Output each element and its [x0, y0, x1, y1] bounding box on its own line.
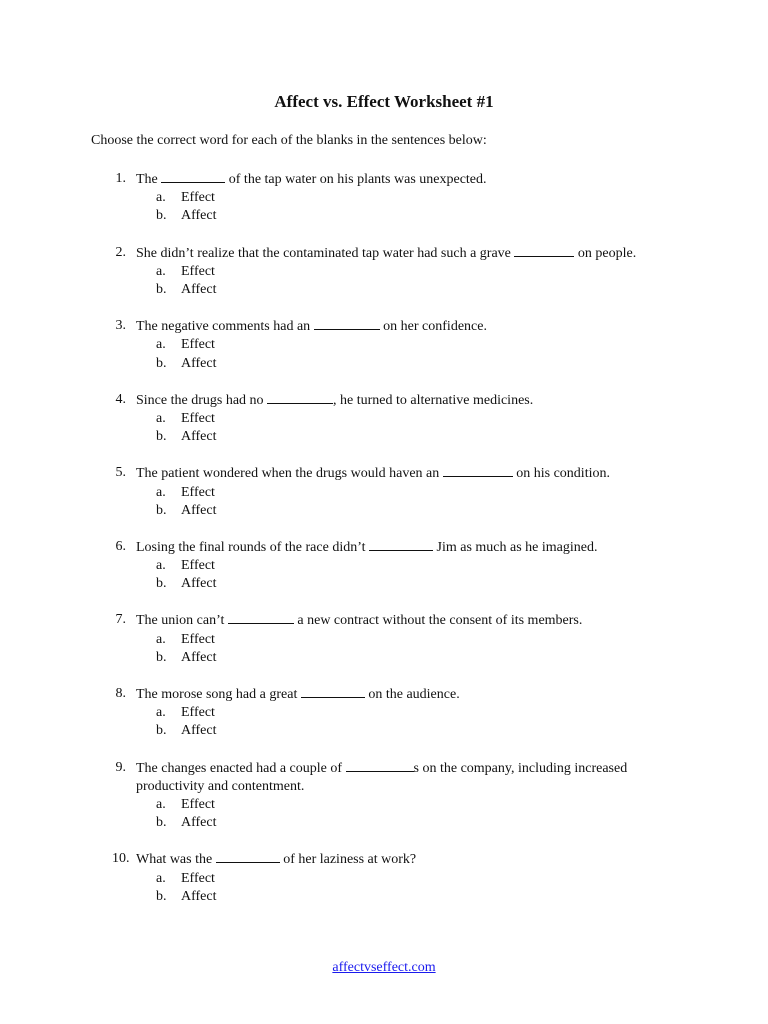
- answer-blank: [443, 464, 513, 477]
- option-list: [0, 263, 768, 299]
- question-item: [0, 759, 768, 833]
- option-word: Effect: [181, 263, 215, 279]
- option-word: Effect: [181, 558, 215, 574]
- option-item: [0, 189, 768, 207]
- option-letter: a.: [156, 797, 166, 813]
- option-item: [0, 428, 768, 446]
- option-list: [0, 484, 768, 520]
- option-word: Effect: [181, 705, 215, 721]
- option-letter: b.: [156, 208, 167, 224]
- option-letter: a.: [156, 484, 166, 500]
- question-text-before: Losing the final rounds of the race didn’t: [136, 539, 370, 555]
- option-letter: b.: [156, 888, 167, 904]
- option-item: [0, 410, 768, 428]
- option-letter: a.: [156, 705, 166, 721]
- question-text-after: a new contract without the consent of its members.: [293, 613, 583, 629]
- question-text: [136, 685, 666, 704]
- question-item: [0, 850, 768, 906]
- option-word: Effect: [181, 870, 215, 886]
- question-text-after: on the audience.: [364, 687, 460, 703]
- question-text-after: on her confidence.: [379, 319, 487, 335]
- option-word: Affect: [181, 502, 217, 518]
- option-item: [0, 355, 768, 373]
- question-item: [0, 538, 768, 594]
- option-item: [0, 336, 768, 354]
- option-item: [0, 575, 768, 593]
- question-text: [136, 611, 666, 630]
- answer-blank: [301, 685, 365, 698]
- question-item: [0, 464, 768, 520]
- question-item: [0, 244, 768, 300]
- instructions: Choose the correct word for each of the blanks in the sentences below:: [91, 133, 487, 148]
- option-item: [0, 704, 768, 722]
- question-number: 6.: [115, 538, 126, 554]
- answer-blank: [514, 244, 574, 257]
- question-text: [136, 464, 666, 483]
- option-list: [0, 870, 768, 906]
- option-word: Effect: [181, 190, 215, 206]
- option-letter: b.: [156, 815, 167, 831]
- option-word: Affect: [181, 576, 217, 592]
- question-text-before: The patient wondered when the drugs would haven an: [136, 466, 443, 482]
- question-item: [0, 391, 768, 447]
- question-item: [0, 685, 768, 741]
- option-word: Affect: [181, 429, 217, 445]
- option-letter: b.: [156, 281, 167, 297]
- option-item: [0, 649, 768, 667]
- question-text-after: , he turned to alternative medicines.: [333, 392, 534, 408]
- option-letter: b.: [156, 649, 167, 665]
- option-letter: b.: [156, 576, 167, 592]
- answer-blank: [346, 759, 414, 772]
- question-number: 5.: [115, 465, 126, 481]
- option-list: [0, 336, 768, 372]
- question-text: [136, 244, 666, 263]
- question-text: [136, 850, 666, 869]
- question-text: [136, 538, 666, 557]
- question-number: 3.: [115, 318, 126, 334]
- option-word: Affect: [181, 888, 217, 904]
- question-text-before: What was the: [136, 852, 216, 868]
- option-list: [0, 796, 768, 832]
- option-letter: b.: [156, 723, 167, 739]
- question-text-before: Since the drugs had no: [136, 392, 268, 408]
- answer-blank: [267, 391, 333, 404]
- option-item: [0, 722, 768, 740]
- option-item: [0, 796, 768, 814]
- option-item: [0, 870, 768, 888]
- question-text-before: She didn’t realize that the contaminated tap water had such a grave: [136, 245, 515, 261]
- question-item: [0, 170, 768, 226]
- option-letter: a.: [156, 410, 166, 426]
- option-word: Affect: [181, 281, 217, 297]
- option-list: [0, 189, 768, 225]
- question-text: [136, 170, 666, 189]
- option-list: [0, 410, 768, 446]
- option-letter: a.: [156, 337, 166, 353]
- option-word: Effect: [181, 337, 215, 353]
- question-text: [136, 391, 666, 410]
- option-word: Effect: [181, 484, 215, 500]
- option-list: [0, 557, 768, 593]
- question-number: 10.: [112, 851, 130, 867]
- option-item: [0, 484, 768, 502]
- option-letter: a.: [156, 870, 166, 886]
- question-number: 8.: [115, 686, 126, 702]
- option-list: [0, 631, 768, 667]
- option-letter: b.: [156, 502, 167, 518]
- option-word: Effect: [181, 631, 215, 647]
- question-text-after: s on the company, including increased productivity and contentment.: [136, 760, 628, 794]
- option-letter: a.: [156, 263, 166, 279]
- question-text-after: of the tap water on his plants was unexpected.: [225, 172, 487, 187]
- question-text-before: The changes enacted had a couple of: [136, 760, 346, 776]
- question-text-before: The morose song had a great: [136, 687, 301, 703]
- worksheet-title: Affect vs. Effect Worksheet #1: [274, 92, 494, 111]
- question-text-after: Jim as much as he imagined.: [433, 539, 598, 555]
- answer-blank: [228, 611, 294, 624]
- option-word: Affect: [181, 723, 217, 739]
- question-text-before: The: [136, 172, 162, 187]
- question-text-after: on people.: [574, 245, 637, 261]
- question-text: [136, 317, 666, 336]
- option-item: [0, 814, 768, 832]
- question-number: 7.: [115, 612, 126, 628]
- option-word: Affect: [181, 649, 217, 665]
- option-item: [0, 502, 768, 520]
- option-item: [0, 888, 768, 906]
- option-word: Affect: [181, 355, 217, 371]
- question-item: [0, 611, 768, 667]
- question-item: [0, 317, 768, 373]
- option-word: Affect: [181, 208, 217, 224]
- answer-blank: [314, 317, 380, 330]
- option-letter: a.: [156, 631, 166, 647]
- option-item: [0, 631, 768, 649]
- option-letter: a.: [156, 190, 166, 206]
- option-item: [0, 207, 768, 225]
- option-word: Effect: [181, 797, 215, 813]
- option-letter: b.: [156, 355, 167, 371]
- option-list: [0, 704, 768, 740]
- question-text-after: on his condition.: [512, 466, 610, 482]
- option-item: [0, 281, 768, 299]
- question-number: 2.: [115, 244, 126, 260]
- answer-blank: [161, 170, 225, 183]
- option-item: [0, 557, 768, 575]
- question-list: [0, 170, 768, 924]
- footer-link[interactable]: affectvseffect.com: [332, 960, 436, 975]
- option-letter: a.: [156, 558, 166, 574]
- answer-blank: [369, 538, 433, 551]
- option-letter: b.: [156, 429, 167, 445]
- question-text-before: The union can’t: [136, 613, 228, 629]
- option-item: [0, 263, 768, 281]
- answer-blank: [216, 850, 280, 863]
- option-word: Effect: [181, 410, 215, 426]
- question-text-after: of her laziness at work?: [279, 852, 417, 868]
- question-number: 1.: [115, 171, 126, 186]
- question-text-before: The negative comments had an: [136, 319, 314, 335]
- question-number: 9.: [115, 759, 126, 775]
- question-number: 4.: [115, 391, 126, 407]
- question-text: [136, 759, 666, 796]
- option-word: Affect: [181, 815, 217, 831]
